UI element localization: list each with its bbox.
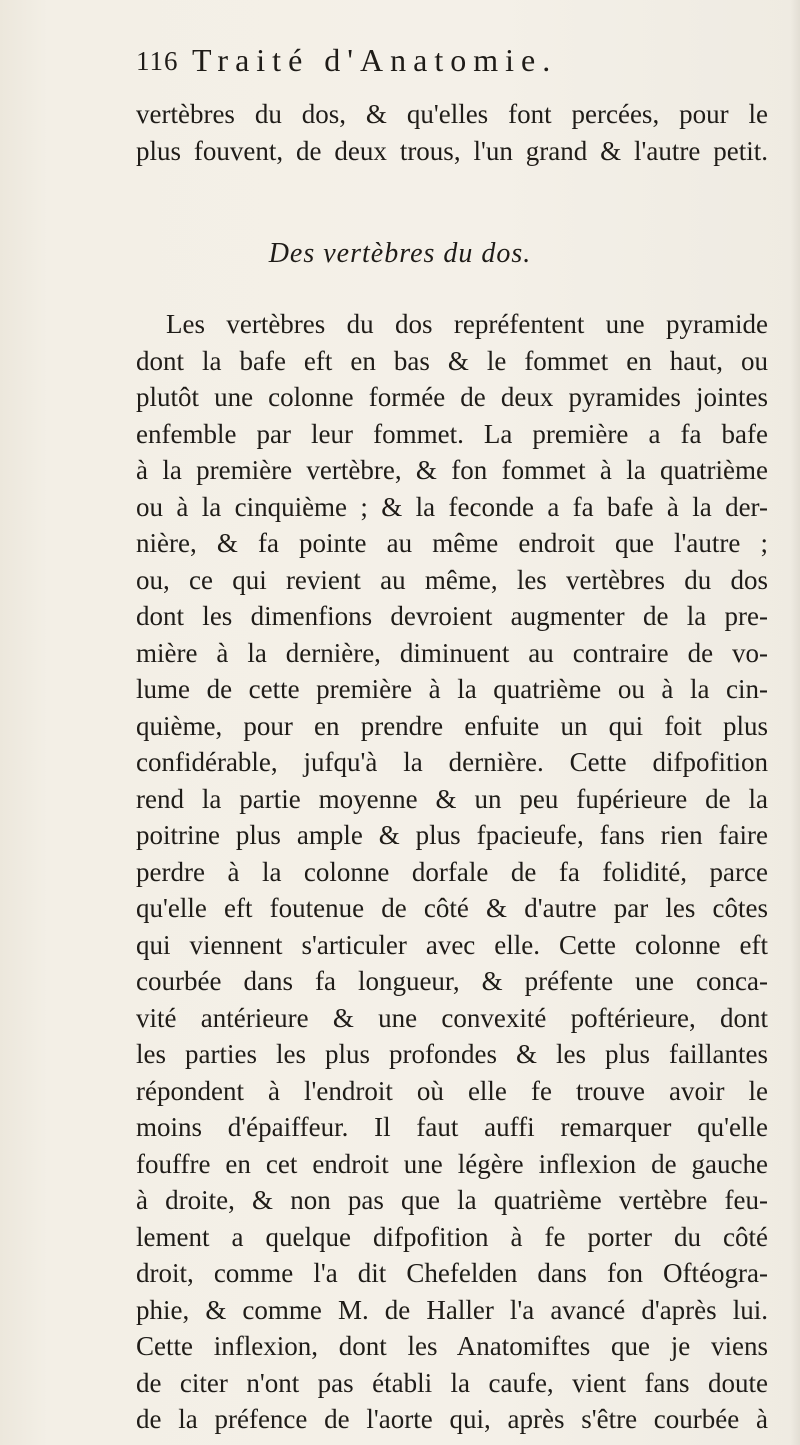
text-line: enfemble par leur fommet. La première a fa bafe	[136, 418, 768, 449]
text-line: ou, ce qui revient au même, les vertèbres du dos	[136, 564, 768, 595]
text-line: dont les dimenfions devroient augmenter de la pre-	[136, 601, 768, 631]
text-line: vité antérieure & une convexité poftérieure, dont	[136, 1002, 768, 1033]
text-line: à droite, & non pas que la quatrième vertèbre feu-	[136, 1185, 768, 1215]
text-line: qu'elle eft foutenue de côté & d'autre par les côtes	[136, 893, 768, 923]
text-line: nière, & fa pointe au même endroit que l'autre ;	[136, 528, 768, 558]
text-line: lume de cette première à la quatrième ou à la cin-	[136, 674, 768, 704]
text-line: Les vertèbres du dos repréfentent une pyramide	[166, 309, 768, 339]
text-line: ou à la cinquième ; & la feconde a fa bafe à la der-	[136, 491, 768, 522]
text-line: dont la bafe eft en bas & le fommet en haut, ou	[136, 345, 768, 376]
text-line: poitrine plus ample & plus fpacieufe, fans rien faire	[136, 820, 768, 850]
text-line: lement a quelque difpofition à fe porter du côté	[136, 1221, 768, 1252]
page-edge-shadow	[790, 0, 800, 1445]
text-line: plus fouvent, de deux trous, l'un grand & l'autre petit.	[136, 135, 768, 166]
running-head	[136, 42, 756, 82]
text-line: confidérable, jufqu'à la dernière. Cette difpofition	[136, 747, 768, 777]
section-heading: Des vertèbres du dos.	[268, 238, 532, 269]
text-line: moins d'épaiffeur. Il faut auffi remarquer qu'elle	[136, 1112, 768, 1142]
text-line: plutôt une colonne formée de deux pyramides jointes	[136, 382, 768, 412]
text-line: droit, comme l'a dit Chefelden dans fon Oftéogra-	[136, 1258, 768, 1288]
text-line: mière à la dernière, diminuent au contraire de vo-	[136, 637, 768, 668]
text-line: répondent à l'endroit où elle fe trouve avoir le	[136, 1075, 768, 1106]
text-line: courbée dans fa longueur, & préfente une conca-	[136, 966, 768, 996]
text-line: phie, & comme M. de Haller l'a avancé d'après lui.	[136, 1294, 768, 1325]
text-line: Cette inflexion, dont les Anatomiftes que je viens	[136, 1331, 768, 1361]
page-number: 116	[136, 46, 179, 76]
text-line: rend la partie moyenne & un peu fupérieure de la	[136, 783, 768, 814]
text-line: fouffre en cet endroit une légère inflexion de gauche	[136, 1148, 768, 1179]
text-line: perdre à la colonne dorfale de fa folidité, parce	[136, 856, 768, 887]
text-line: à la première vertèbre, & fon fommet à la quatrième	[136, 455, 768, 485]
text-line: de citer n'ont pas établi la caufe, vient fans doute	[136, 1367, 768, 1398]
continued-text	[136, 96, 768, 169]
body-paragraph	[136, 306, 768, 1438]
text-line: vertèbres du dos, & qu'elles font percées, pour le	[136, 99, 768, 129]
running-title: Traité d'Anatomie.	[192, 42, 558, 78]
text-line: de la préfence de l'aorte qui, après s'être courbée à	[136, 1404, 768, 1434]
text-line: quième, pour en prendre enfuite un qui foit plus	[136, 710, 768, 741]
text-line: qui viennent s'articuler avec elle. Cette colonne eft	[136, 929, 768, 960]
text-line: les parties les plus profondes & les plus faillantes	[136, 1039, 768, 1069]
